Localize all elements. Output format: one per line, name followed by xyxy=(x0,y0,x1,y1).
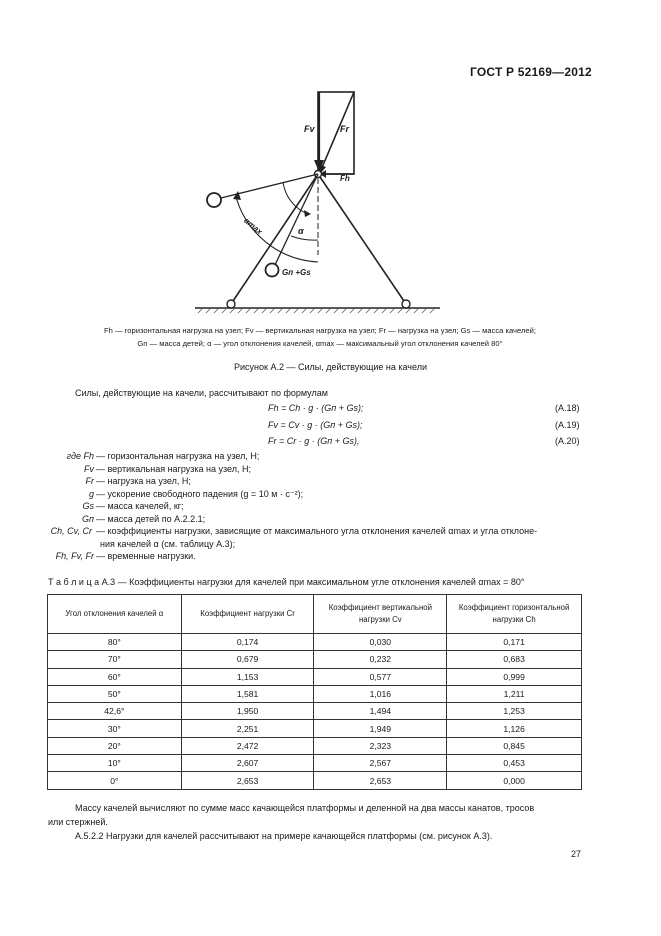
formula-a18: Fh = Ch · g · (Gп + Gs); xyxy=(268,403,364,413)
table-row: 20° 2,472 2,323 0,845 xyxy=(48,737,582,754)
legend-line-2: Gп — масса детей; α — угол отклонения качелей, αmax — максимальный угол отклонения качелей 80° xyxy=(137,339,503,348)
document-id: ГОСТ Р 52169—2012 xyxy=(470,65,592,79)
formula-a19-number: (А.19) xyxy=(555,420,580,430)
formula-a18-number: (А.18) xyxy=(555,403,580,413)
figure-legend xyxy=(60,324,580,350)
label-mass: Gп +Gs xyxy=(282,268,311,277)
coefficients-table xyxy=(47,594,582,790)
page-number: 27 xyxy=(571,849,582,859)
table-row: 50° 1,581 1,016 1,211 xyxy=(48,685,582,702)
table-row: 80° 0,174 0,030 0,171 xyxy=(48,634,582,651)
formula-a19: Fv = Cv · g · (Gп + Gs); xyxy=(268,420,363,430)
swing-forces-diagram xyxy=(180,85,440,315)
label-alpha: α xyxy=(298,226,304,236)
table-row: 70° 0,679 0,232 0,683 xyxy=(48,651,582,668)
header-cr: Коэффициент нагрузки Cr xyxy=(181,595,314,634)
table-row: 0° 2,653 2,653 0,000 xyxy=(48,772,582,789)
table-header-row xyxy=(48,595,582,634)
formula-a20: Fr = Cr · g · (Gп + Gs), xyxy=(268,436,360,446)
table-row: 30° 2,251 1,949 1,126 xyxy=(48,720,582,737)
label-alpha-max: αmax xyxy=(242,216,265,237)
paragraph-mass-line-1: Массу качелей вычисляют по сумме масс качающейся платформы и деленной на два массы канатов, тросов xyxy=(75,803,535,813)
label-fr: Fr xyxy=(340,124,349,134)
paragraph-mass-line-2: или стержней. xyxy=(48,817,108,827)
table-row: 10° 2,607 2,567 0,453 xyxy=(48,755,582,772)
label-fv: Fv xyxy=(304,124,315,134)
paragraph-a522: А.5.2.2 Нагрузки для качелей рассчитывают на примере качающейся платформы (см. рисунок А.3). xyxy=(75,831,493,841)
label-fh: Fh xyxy=(340,174,350,183)
figure-caption: Рисунок А.2 — Силы, действующие на качели xyxy=(234,362,427,372)
table-caption: Т а б л и ц а А.3 — Коэффициенты нагрузки для качелей при максимальном угле отклонения качелей αmax = 80° xyxy=(48,577,525,587)
header-cv: Коэффициент вертикальной нагрузки Cv xyxy=(314,595,447,634)
legend-line-1: Fh — горизонтальная нагрузка на узел; Fv — вертикальная нагрузка на узел; Fr — нагрузка на узел; Gs — масса качелей; xyxy=(103,326,536,335)
table-row: 60° 1,153 0,577 0,999 xyxy=(48,668,582,685)
formula-a20-number: (А.20) xyxy=(555,436,580,446)
table-row: 42,6° 1,950 1,494 1,253 xyxy=(48,703,582,720)
formulas-intro: Силы, действующие на качели, рассчитывают по формулам xyxy=(75,388,328,398)
header-ch: Коэффициент горизонтальной нагрузки Ch xyxy=(447,595,582,634)
header-angle: Угол отклонения качелей α xyxy=(48,595,182,634)
